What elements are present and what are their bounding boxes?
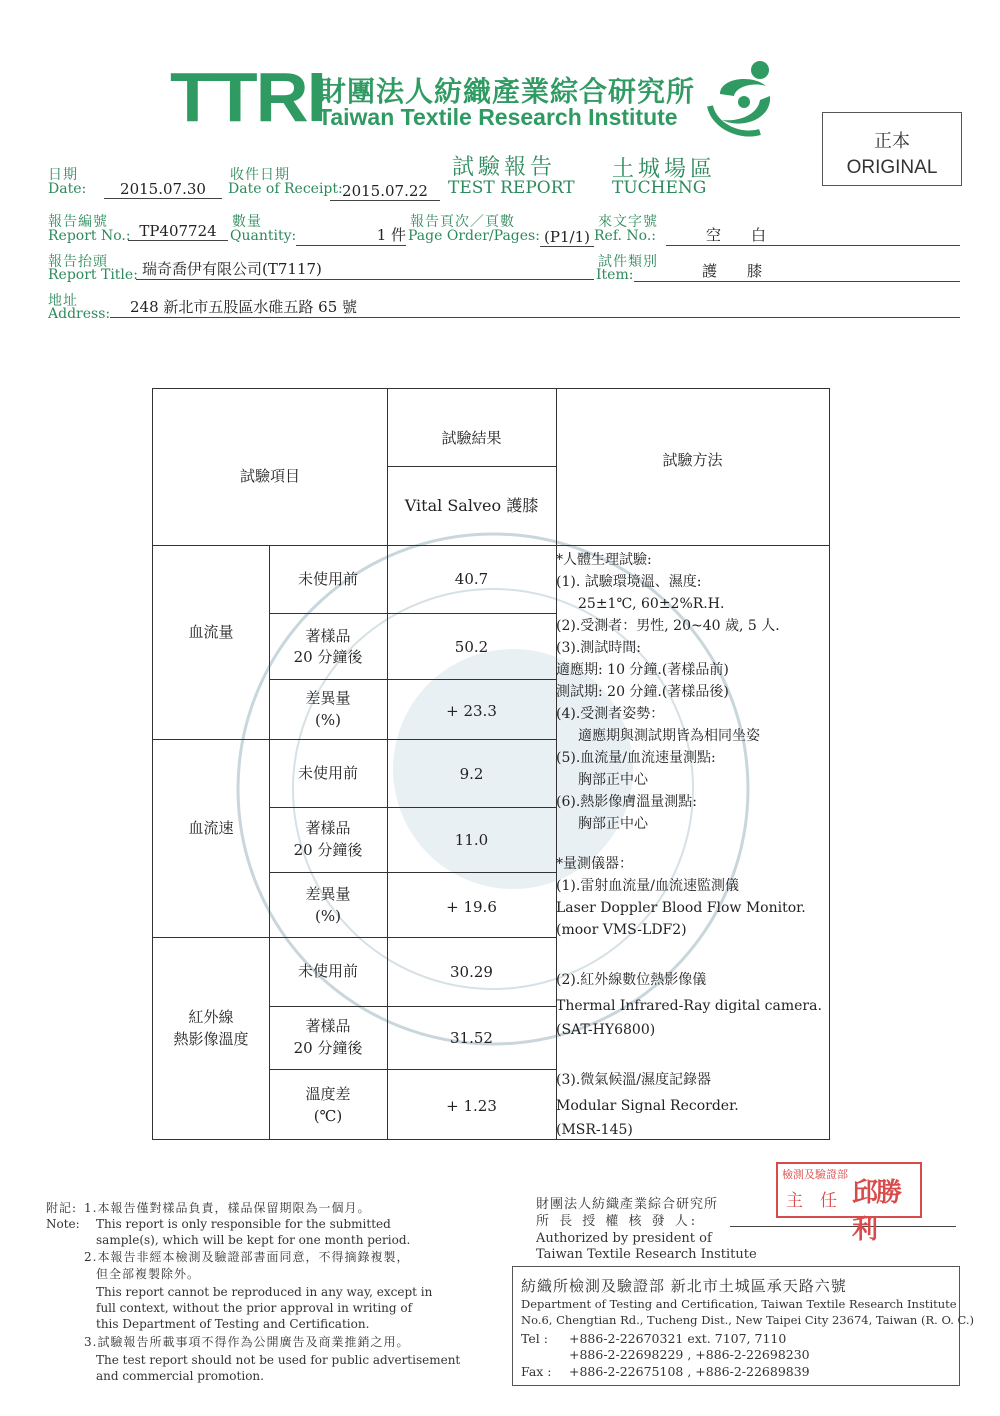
report-title-label-cn: 報告抬頭 (48, 254, 108, 270)
notes-label-en: Note: (46, 1217, 80, 1231)
method-line: Laser Doppler Blood Flow Monitor. (556, 900, 806, 916)
row-label-line2: (%) (315, 711, 341, 729)
method-line: (6).熱影像膚溫量測點: (556, 794, 697, 810)
row-label-line2: 20 分鐘後 (293, 841, 363, 859)
method-line: (3).微氣候溫/濕度記錄器 (556, 1072, 711, 1088)
ref-label-cn: 來文字號 (598, 214, 658, 230)
method-line: (3).測試時間: (556, 640, 641, 656)
site-cn: 土城場區 (612, 157, 717, 182)
method-line: (MSR-145) (556, 1122, 633, 1138)
director-stamp (776, 1162, 922, 1245)
date-label-cn: 日期 (48, 167, 78, 183)
original-cn: 正本 (874, 131, 910, 152)
report-no-label-en: Report No.: (48, 228, 131, 244)
note-2-en-2: full context, without the prior approval in writing of (96, 1301, 413, 1315)
note-2-cn-2: 但全部複製除外。 (96, 1267, 201, 1281)
row-value: + 1.23 (446, 1097, 497, 1115)
row-value: 11.0 (454, 831, 489, 849)
note-2-cn-1: 2.本報告非經本檢測及驗證部書面同意，不得摘錄複製， (84, 1250, 410, 1264)
group-blood-flow: 血流量 (188, 623, 234, 641)
note-2-en-3: this Department of Testing and Certification. (96, 1317, 370, 1331)
method-line: Modular Signal Recorder. (556, 1098, 739, 1114)
org-name-en: Taiwan Textile Research Institute (318, 104, 678, 130)
row-label: 差異量 (305, 689, 351, 707)
receipt-label-cn: 收件日期 (230, 167, 290, 183)
item-label-cn: 試件類別 (598, 254, 658, 270)
stamp-name: 邱勝利 (852, 1178, 901, 1245)
method-line: (2).紅外線數位熱影像儀 (556, 972, 707, 988)
row-label-line2: 20 分鐘後 (293, 1039, 363, 1057)
stamp-title: 主 任 (786, 1191, 837, 1211)
report-title-value: 瑞奇喬伊有限公司(T7117) (136, 258, 594, 280)
quantity-value: 1 件 (296, 224, 406, 246)
report-no-label-cn: 報告編號 (48, 214, 108, 230)
address-label-en: Address: (48, 306, 111, 322)
row-label-line2: (℃) (313, 1107, 343, 1125)
item-value: 護 膝 (634, 260, 960, 282)
auth-org-cn: 財團法人紡織產業綜合研究所 (536, 1197, 719, 1212)
ref-no-value: 空 白 (666, 224, 960, 246)
row-value: + 23.3 (446, 702, 497, 720)
row-value: 50.2 (454, 638, 489, 656)
tel-1: +886-2-22670321 ext. 7107, 7110 (569, 1331, 787, 1346)
row-value: + 19.6 (446, 898, 497, 916)
method-line: *人體生理試驗: (556, 552, 652, 568)
address-value: 248 新北市五股區水碓五路 65 號 (110, 296, 960, 318)
original-en: ORIGINAL (846, 157, 938, 178)
receipt-label-en: Date of Receipt: (228, 181, 343, 197)
method-line: (1).雷射血流量/血流速監測儀 (556, 878, 739, 894)
report-no-value: TP407724 (128, 222, 228, 241)
report-title-en: TEST REPORT (448, 178, 575, 198)
method-line: 胸部正中心 (578, 772, 648, 788)
auth-en-1: Authorized by president of (536, 1231, 712, 1246)
row-label: 未使用前 (297, 962, 358, 980)
fax-number: +886-2-22675108 , +886-2-22689839 (569, 1364, 810, 1379)
note-1-en-1: This report is only responsible for the submitted (96, 1217, 391, 1231)
ttri-emblem-icon (700, 56, 790, 140)
notes-label-cn: 附記: (46, 1201, 78, 1215)
method-line: 胸部正中心 (578, 816, 648, 832)
method-line: (1). 試驗環境溫、濕度: (556, 574, 702, 590)
dept-address-en: No.6, Chengtian Rd., Tucheng Dist., New Taipei City 23674, Taiwan (R. O. C.) (521, 1313, 975, 1327)
method-line: 適應期與測試期皆為相同坐姿 (578, 728, 760, 744)
row-value: 9.2 (459, 765, 484, 783)
item-label-en: Item: (596, 267, 634, 283)
method-line: 適應期: 10 分鐘.(著樣品前) (556, 662, 729, 678)
quantity-label-cn: 數量 (232, 214, 262, 230)
group-blood-velocity: 血流速 (188, 819, 234, 837)
note-3-cn: 3.試驗報告所載事項不得作為公開廣告及商業推銷之用。 (84, 1335, 410, 1349)
method-line: (4).受測者姿勢： (556, 706, 665, 722)
row-value: 31.52 (450, 1029, 493, 1047)
row-label-line2: 20 分鐘後 (293, 648, 363, 666)
ref-label-en: Ref. No.: (594, 228, 657, 244)
auth-en-2: Taiwan Textile Research Institute (536, 1247, 757, 1262)
note-2-en-1: This report cannot be reproduced in any way, except in (96, 1285, 433, 1299)
ttri-logo-text: TTRI (170, 58, 325, 136)
receipt-date-value: 2015.07.22 (330, 182, 440, 201)
date-label-en: Date: (48, 181, 87, 197)
note-3-en-1: The test report should not be used for public advertisement (96, 1353, 461, 1367)
page-label-cn: 報告頁次／頁數 (410, 214, 515, 230)
row-label-line2: (%) (315, 907, 341, 925)
page-value: (P1/1) (540, 228, 594, 247)
row-label: 未使用前 (297, 764, 358, 782)
test-results-table (152, 388, 830, 1140)
row-label: 著樣品 (305, 819, 351, 837)
col-header-result: 試驗結果 (441, 429, 502, 447)
method-line: (moor VMS-LDF2) (556, 922, 687, 938)
stamp-dept: 檢測及驗證部 (782, 1168, 848, 1181)
site-en: TUCHENG (612, 178, 707, 198)
original-stamp-box (822, 112, 962, 186)
method-line: (2).受測者：男性, 20~40 歲, 5 人. (556, 618, 780, 634)
method-line: *量測儀器： (556, 856, 633, 872)
note-1-cn: 1.本報告僅對樣品負責，樣品保留期限為一個月。 (84, 1201, 371, 1215)
dept-title-cn: 紡織所檢測及驗證部 新北市土城區承天路六號 (521, 1277, 847, 1295)
group-thermal-temp-line2: 熱影像溫度 (173, 1030, 249, 1048)
row-value: 40.7 (454, 570, 489, 588)
tel-2: +886-2-22698229 , +886-2-22698230 (569, 1347, 810, 1362)
col-header-sample: Vital Salveo 護膝 (404, 496, 539, 515)
group-thermal-temp: 紅外線 (188, 1008, 234, 1026)
auth-signer-label-cn: 所 長 授 權 核 發 人: (536, 1214, 699, 1229)
col-header-item: 試驗項目 (239, 467, 300, 485)
row-value: 30.29 (450, 963, 493, 981)
note-3-en-2: and commercial promotion. (96, 1369, 264, 1383)
row-label: 著樣品 (305, 627, 351, 645)
row-label: 差異量 (305, 885, 351, 903)
note-1-en-2: sample(s), which will be kept for one month period. (96, 1233, 411, 1247)
address-label-cn: 地址 (48, 293, 78, 309)
method-line: (SAT-HY6800) (556, 1022, 656, 1038)
report-title-cn: 試驗報告 (452, 155, 557, 180)
dept-name-en: Department of Testing and Certification, Taiwan Textile Research Institute (521, 1297, 957, 1311)
method-line: 25±1℃, 60±2%R.H. (578, 596, 725, 612)
row-label: 著樣品 (305, 1017, 351, 1035)
row-label: 溫度差 (305, 1085, 351, 1103)
report-title-label-en: Report Title: (48, 267, 138, 283)
signature-line (730, 1226, 956, 1227)
row-label: 未使用前 (297, 570, 358, 588)
tel-label: Tel : (521, 1331, 548, 1346)
department-info-box (512, 1266, 975, 1386)
method-line: (5).血流量/血流速量測點: (556, 750, 716, 766)
date-value: 2015.07.30 (104, 180, 222, 199)
fax-label: Fax : (521, 1364, 552, 1379)
method-line: Thermal Infrared-Ray digital camera. (556, 998, 822, 1014)
method-line: 測試期: 20 分鐘.(著樣品後) (556, 684, 729, 700)
org-name-cn: 財團法人紡織產業綜合研究所 (318, 75, 696, 108)
quantity-label-en: Quantity: (230, 228, 297, 244)
col-header-method: 試驗方法 (662, 451, 723, 469)
page-label-en: Page Order/Pages: (408, 228, 540, 244)
